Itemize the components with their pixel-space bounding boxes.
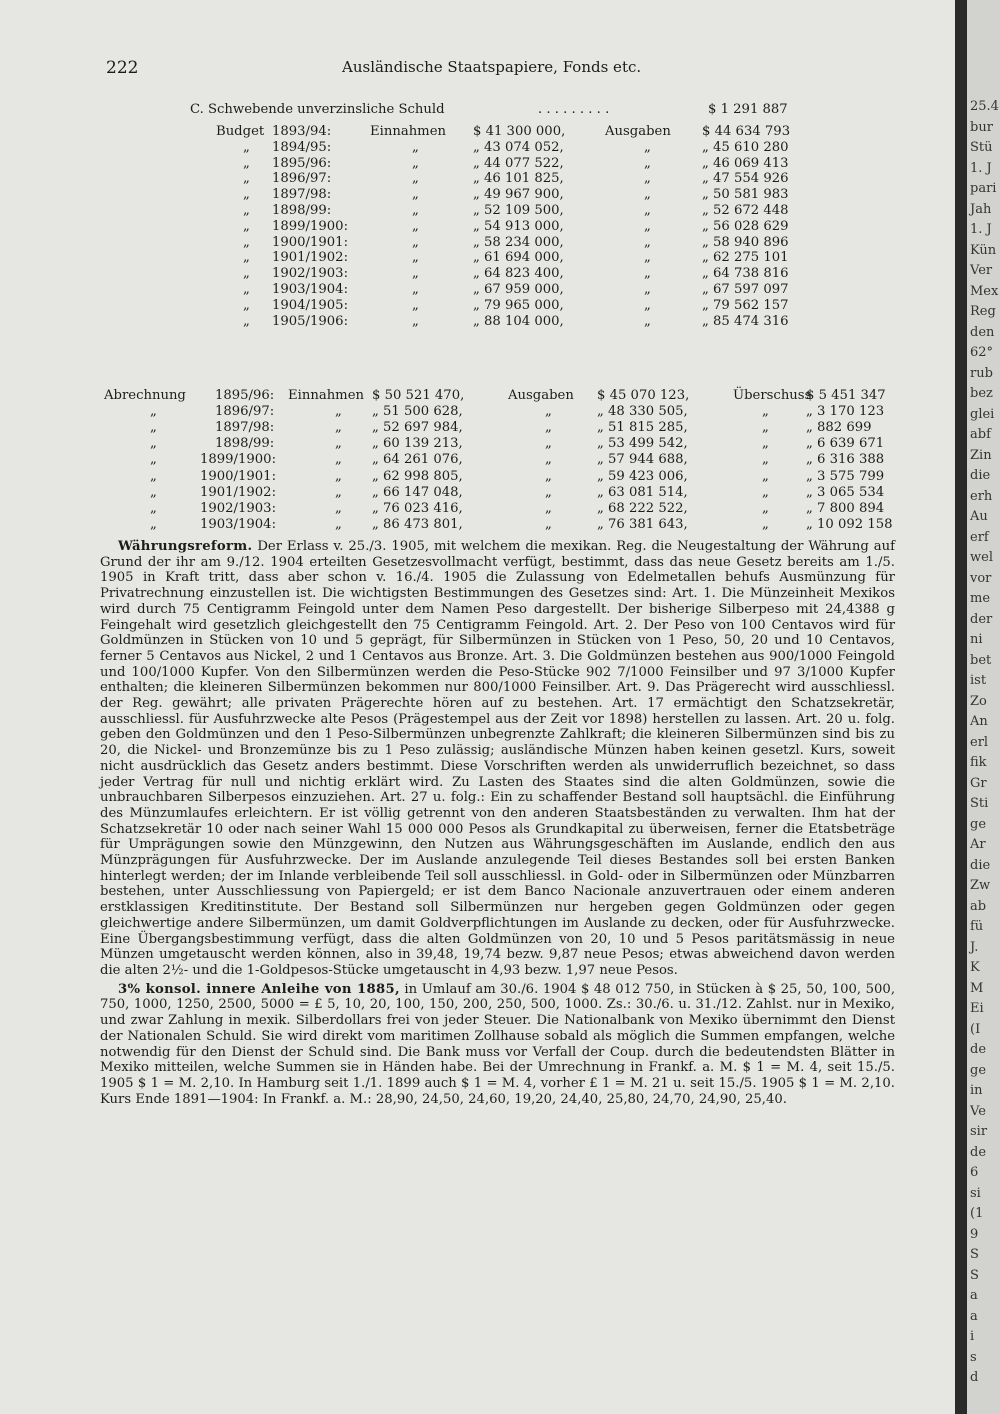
book-gutter <box>955 0 967 1414</box>
adjacent-page-fragment: i <box>970 1329 975 1344</box>
adjacent-page-fragment: 25.4 <box>970 99 999 114</box>
expense-label: Ausgaben <box>605 124 671 139</box>
floating-debt-amount: $ 1 291 887 <box>708 102 788 117</box>
adjacent-page-fragment: wel <box>970 550 993 565</box>
adjacent-page-fragment: ist <box>970 673 987 688</box>
ditto-mark: „ <box>762 452 769 468</box>
ditto-mark: „ <box>545 420 552 436</box>
adjacent-page-fragment: S <box>970 1247 979 1262</box>
adjacent-page-fragment: de <box>970 1144 987 1160</box>
adjacent-page-fragment: Reg <box>970 304 996 319</box>
settlement-row <box>0 470 955 486</box>
settlement-year: 1902/1903: <box>200 500 277 516</box>
ditto-mark: „ <box>545 484 552 500</box>
adjacent-page-fragment: der <box>970 611 993 627</box>
ditto-mark: „ <box>762 404 769 420</box>
loan-1885-text: in Umlauf am 30./6. 1904 $ 48 012 750, in Stücken à $ 25, 50, 100, 500, 750, 1000, 1250, 2500, 5000 = £ 5, 10, 20, 100, 150, 200, 250, 500, 1000. Zs.: 30./6. u. 31./12. Zahlst. nur in Mexiko, und zwar Zahlung in mexik. Silberdollars frei von jeder Steuer. Die Nationalbank von Mexiko übernimmt den Dienst der Nationalen Schuld. Sie wird direkt vom maritimen Zollhause sobald als möglich die Summen empfangen, welche notwendig für den Dienst der Schuld sind. Die Bank muss vor Verfall der Coup. durch die bedeutendsten Blätter in Mexiko mitteilen, welche Summen sie in Händen habe. Bei der Umrechnung in Frankf. a. M. $ 1 = M. 4, seit 15./5. 1905 $ 1 = M. 2,10. In Hamburg seit 1./1. 1899 auch $ 1 = M. 4, vorher £ 1 = M. 21 u. seit 15./5. 1905 $ 1 = M. 2,10. Kurs Ende 1891—1904: In Frankf. a. M.: 28,90, 24,50, 24,60, 19,20, 24,40, 25,80, 24,70, 24,90, 25,40. <box>100 981 896 1107</box>
ditto-mark: „ <box>545 452 552 468</box>
adjacent-page-fragment: a <box>970 1308 978 1324</box>
adjacent-page-fragment: Mex <box>970 283 999 299</box>
adjacent-page-fragment: Kün <box>970 242 997 258</box>
adjacent-page-edge <box>967 0 1000 1414</box>
ditto-mark: „ <box>412 203 419 218</box>
ditto-mark: „ <box>243 218 250 234</box>
ditto-mark: „ <box>412 297 419 313</box>
settlement-surplus: „ 10 092 158 <box>806 516 893 532</box>
budget-income: „ 79 965 000, <box>473 297 564 313</box>
floating-debt-line <box>0 103 955 119</box>
currency-reform-text: Der Erlass v. 25./3. 1905, mit welchem die mexikan. Reg. die Neugestaltung der Währung auf Grund der ihr am 9./12. 1904 erteilten Gesetzesvollmacht verfügt, bestimmt, dass das neue Gesetz bereits am 1./5. 1905 in Kraft tritt, dass aber schon v. 16./4. 1905 die Zulassung von Edelmetallen behufs Ausmünzung für Privatrechnung einzustellen ist. Die wichtigsten Bestimmungen des Gesetzes sind: Art. 1. Die Münzeinheit Mexikos wird durch 75 Centigramm Feingold unter dem Namen Peso dargestellt. Der bisherige Silberpeso mit 24,4388 g Feingehalt wird gesetzlich gleichgestellt den 75 Centigramm Feingold. Art. 2. Der Peso von 100 Centavos wird für Goldmünzen in Stücken von 10 und 5 geprägt, für Silbermünzen in Stücken von 1 Peso, 50, 20 und 10 Centavos, ferner 5 Centavos aus Nickel, 2 und 1 Centavos aus Bronze. Art. 3. Die Goldmünzen bestehen aus 900/1000 Feingold und 100/1000 Kupfer. Von den Silbermünzen werden die Peso-Stücke 902 7/1000 Feinsilber und 97 3/1000 Kupfer enthalten; die kleineren Silbermünzen bekommen nur 800/1000 Feinsilber. Art. 9. Das Prägerecht wird ausschliessl. der Reg. gewährt; alle privaten Prägerechte hören auf zu bestehen. Art. 17 ermächtigt den Schatzsekretär, ausschliessl. für Ausfuhrzwecke alte Pesos (Prägestempel aus der Zeit vor 1898) herstellen zu lassen. Art. 20 u. folg. geben den Goldmünzen und den 1 Peso-Silbermünzen unbegrenzte Zahlkraft; die kleineren Silbermünzen sind bis zu 20, die Nickel- und Bronzemünze bis zu 1 Peso zulässig; ausländische Münzen haben keinen gesetzl. Kurs, soweit nicht ausdrücklich das Gesetz anders bestimmt. Diese Vorschriften werden als unwiderruflich bezeichnet, so dass jeder Vertrag für null und nichtig erklärt wird. Zu Lasten des Staates sind die alten Goldmünzen, sowie die unbrauchbaren Silberpesos einzuziehen. Art. 27 u. folg.: Ein zu schaffender Bestand soll hauptsächl. die Einführung des Münzumlaufes erleichtern. Er ist völlig getrennt von den anderen Staatsbeständen zu verwalten. Ihm hat der Schatzsekretär 10 oder nach seiner Wahl 15 000 000 Pesos als Grundkapital zu überweisen, ferner die Etatsbeträge für Umprägungen sowie den Münzgewinn, den Nutzen aus Währungsgeschäften im Auslande, endlich den aus Münzprägungen für Ausfuhrzwecke. Der im Auslande anzulegende Teil dieses Bestandes soll bei ersten Banken hinterlegt werden; der im Inlande verbleibende Teil soll ausschliessl. in Gold- oder in Silbermünzen oder Münzbarren bestehen, unter Ausschliessung von Papiergeld; er ist dem Banco Nacionale anzuvertrauen oder einem anderen erstklassigen Kreditinstitute. Der Bestand soll Silbermünzen nur hergeben gegen Goldmünzen oder gegen gleichwertige andere Silbermünzen, um damit Goldverpflichtungen im Auslande zu decken, oder für Ausfuhrzwecke. Eine Übergangsbestimmung verfügt, dass die alten Goldmünzen von 20, 10 und 5 Pesos paritätsmässig in neue Münzen umgetauscht werden können, also in 39,48, 19,74 bezw. 9,87 neue Pesos; etwas abweichend davon werden die alten 2½- und die 1-Goldpesos-Stücke umgetauscht in 4,93 bezw. 1,97 neue Pesos. <box>100 539 895 978</box>
settlement-expense: „ 48 330 505, <box>597 404 688 420</box>
adjacent-page-fragment: 6 <box>970 1165 979 1180</box>
adjacent-page-fragment: den <box>970 324 995 340</box>
currency-reform-paragraph <box>100 539 895 979</box>
adjacent-page-fragment: S <box>970 1267 979 1283</box>
budget-expense: „ 79 562 157 <box>702 297 789 313</box>
adjacent-page-fragment: erf <box>970 529 989 545</box>
ditto-mark: „ <box>412 171 419 187</box>
ditto-mark: „ <box>412 187 419 203</box>
settlement-prefix: Abrechnung <box>104 388 186 403</box>
ditto-mark: „ <box>412 250 419 266</box>
ditto-mark: „ <box>335 484 342 500</box>
settlement-year: 1900/1901: <box>200 468 277 484</box>
budget-income: „ 64 823 400, <box>473 266 564 282</box>
ditto-mark: „ <box>545 500 552 516</box>
budget-year: 1899/1900: <box>272 218 349 234</box>
ditto-mark: „ <box>762 516 769 532</box>
adjacent-page-fragment: fik <box>970 755 987 770</box>
adjacent-page-fragment: Sti <box>970 796 989 811</box>
floating-debt-leader: . . . . . . . . . <box>538 102 610 117</box>
budget-expense: „ 85 474 316 <box>702 313 789 329</box>
budget-income: „ 43 074 052, <box>473 139 564 155</box>
page-number: 222 <box>106 58 139 78</box>
adjacent-page-fragment: ni <box>970 632 983 647</box>
budget-year: 1900/1901: <box>272 234 349 250</box>
budget-year: 1904/1905: <box>272 297 349 313</box>
ditto-mark: „ <box>412 234 419 250</box>
adjacent-page-fragment: 9 <box>970 1226 979 1242</box>
settlement-expense: $ 45 070 123, <box>597 388 690 403</box>
budget-row <box>0 141 955 157</box>
settlement-year: 1898/99: <box>215 436 275 452</box>
budget-row <box>0 251 955 267</box>
adjacent-page-fragment: de <box>970 1042 987 1057</box>
budget-expense: „ 58 940 896 <box>702 234 789 250</box>
budget-income: „ 88 104 000, <box>473 313 564 329</box>
ditto-mark: „ <box>243 187 250 203</box>
budget-expense: „ 56 028 629 <box>702 218 789 234</box>
budget-income: „ 61 694 000, <box>473 250 564 266</box>
settlement-income: „ 52 697 984, <box>372 420 463 436</box>
settlement-surplus: „ 882 699 <box>806 420 872 436</box>
adjacent-page-fragment: bet <box>970 652 992 668</box>
budget-row <box>0 236 955 252</box>
ditto-mark: „ <box>545 436 552 452</box>
budget-row <box>0 157 955 173</box>
adjacent-page-fragment: 1. J <box>970 222 992 237</box>
ditto-mark: „ <box>762 420 769 436</box>
adjacent-page-fragment: Zin <box>970 447 992 463</box>
settlement-income: „ 51 500 628, <box>372 404 463 420</box>
adjacent-page-fragment: Ve <box>970 1103 986 1119</box>
adjacent-page-fragment: ge <box>970 1062 987 1078</box>
settlement-row <box>0 486 955 502</box>
surplus-label: Überschuss <box>733 388 812 403</box>
budget-row <box>0 204 955 220</box>
ditto-mark: „ <box>335 436 342 452</box>
settlement-surplus: „ 6 639 671 <box>806 436 885 452</box>
ditto-mark: „ <box>150 468 157 484</box>
income-label: Einnahmen <box>370 124 446 139</box>
adjacent-page-fragment: Jah <box>970 201 992 217</box>
ditto-mark: „ <box>545 404 552 420</box>
ditto-mark: „ <box>150 516 157 532</box>
ditto-mark: „ <box>644 234 651 250</box>
adjacent-page-fragment: in <box>970 1083 983 1098</box>
budget-year: 1898/99: <box>272 203 332 218</box>
budget-row <box>0 299 955 315</box>
adjacent-page-fragment: erh <box>970 488 993 504</box>
settlement-income: „ 64 261 076, <box>372 452 463 468</box>
ditto-mark: „ <box>243 313 250 329</box>
income-label: Einnahmen <box>288 388 364 403</box>
budget-prefix: Budget <box>216 124 265 139</box>
adjacent-page-fragment: vor <box>970 570 992 586</box>
ditto-mark: „ <box>412 313 419 329</box>
settlement-surplus: „ 3 170 123 <box>806 404 885 420</box>
currency-reform-heading: Währungsreform. <box>118 539 253 554</box>
ditto-mark: „ <box>412 139 419 155</box>
ditto-mark: „ <box>644 171 651 187</box>
budget-income: „ 52 109 500, <box>473 203 564 218</box>
adjacent-page-fragment: a <box>970 1288 978 1303</box>
adjacent-page-fragment: (I <box>970 1021 981 1037</box>
ditto-mark: „ <box>335 420 342 436</box>
settlement-expense: „ 57 944 688, <box>597 452 688 468</box>
settlement-year: 1903/1904: <box>200 516 277 532</box>
loan-1885-paragraph <box>100 982 895 1108</box>
settlement-row <box>0 389 955 405</box>
budget-income: „ 54 913 000, <box>473 218 564 234</box>
adjacent-page-fragment: Zw <box>970 878 991 893</box>
adjacent-page-fragment: Ei <box>970 1001 984 1016</box>
ditto-mark: „ <box>150 452 157 468</box>
settlement-income: „ 76 023 416, <box>372 500 463 516</box>
ditto-mark: „ <box>243 234 250 250</box>
settlement-year: 1895/96: <box>215 388 275 403</box>
ditto-mark: „ <box>335 452 342 468</box>
budget-year: 1903/1904: <box>272 282 349 297</box>
ditto-mark: „ <box>150 500 157 516</box>
ditto-mark: „ <box>335 516 342 532</box>
adjacent-page-fragment: Au <box>970 509 988 524</box>
ditto-mark: „ <box>644 203 651 218</box>
adjacent-page-fragment: glei <box>970 406 995 422</box>
ditto-mark: „ <box>150 404 157 420</box>
budget-year: 1905/1906: <box>272 313 349 329</box>
ditto-mark: „ <box>335 468 342 484</box>
adjacent-page-fragment: Ar <box>970 837 986 852</box>
settlement-surplus: „ 6 316 388 <box>806 452 885 468</box>
adjacent-page-fragment: bez <box>970 386 993 401</box>
budget-income: „ 67 959 000, <box>473 282 564 297</box>
settlement-year: 1899/1900: <box>200 452 277 468</box>
budget-income: „ 44 077 522, <box>473 155 564 171</box>
budget-year: 1896/97: <box>272 171 332 187</box>
ditto-mark: „ <box>762 436 769 452</box>
settlement-expense: „ 51 815 285, <box>597 420 688 436</box>
budget-row <box>0 188 955 204</box>
budget-income: „ 49 967 900, <box>473 187 564 203</box>
ditto-mark: „ <box>762 484 769 500</box>
adjacent-page-fragment: si <box>970 1185 981 1201</box>
expense-label: Ausgaben <box>508 388 574 403</box>
ditto-mark: „ <box>243 266 250 282</box>
settlement-expense: „ 53 499 542, <box>597 436 688 452</box>
budget-row <box>0 125 955 141</box>
budget-expense: „ 62 275 101 <box>702 250 789 266</box>
settlement-income: $ 50 521 470, <box>372 388 465 403</box>
adjacent-page-fragment: pari <box>970 181 997 196</box>
adjacent-page-fragment: ge <box>970 816 987 832</box>
ditto-mark: „ <box>644 313 651 329</box>
budget-year: 1894/95: <box>272 139 332 155</box>
settlement-surplus: „ 3 065 534 <box>806 484 885 500</box>
adjacent-page-fragment: s <box>970 1349 977 1365</box>
ditto-mark: „ <box>644 266 651 282</box>
adjacent-page-fragment: Ver <box>970 263 993 278</box>
ditto-mark: „ <box>644 187 651 203</box>
budget-expense: „ 67 597 097 <box>702 282 789 297</box>
settlement-surplus: $ 5 451 347 <box>806 388 886 403</box>
ditto-mark: „ <box>150 420 157 436</box>
settlement-year: 1897/98: <box>215 420 275 436</box>
adjacent-page-fragment: K <box>970 960 980 975</box>
settlement-row <box>0 437 955 453</box>
ditto-mark: „ <box>243 171 250 187</box>
adjacent-page-fragment: J. <box>970 939 979 955</box>
budget-year: 1895/96: <box>272 155 332 171</box>
settlement-row <box>0 518 955 534</box>
ditto-mark: „ <box>243 155 250 171</box>
settlement-surplus: „ 7 800 894 <box>806 500 885 516</box>
adjacent-page-fragment: Gr <box>970 775 987 791</box>
adjacent-page-fragment: 1. J <box>970 160 992 176</box>
settlement-row <box>0 502 955 518</box>
adjacent-page-fragment: ab <box>970 898 987 914</box>
ditto-mark: „ <box>545 468 552 484</box>
ditto-mark: „ <box>644 297 651 313</box>
ditto-mark: „ <box>644 139 651 155</box>
ditto-mark: „ <box>762 500 769 516</box>
ditto-mark: „ <box>243 203 250 218</box>
budget-row <box>0 220 955 236</box>
ditto-mark: „ <box>412 218 419 234</box>
ditto-mark: „ <box>644 282 651 297</box>
ditto-mark: „ <box>243 282 250 297</box>
adjacent-page-fragment: Zo <box>970 693 987 709</box>
floating-debt-label: C. Schwebende unverzinsliche Schuld <box>190 102 445 117</box>
settlement-row <box>0 421 955 437</box>
budget-expense: „ 47 554 926 <box>702 171 789 187</box>
budget-row <box>0 283 955 299</box>
ditto-mark: „ <box>335 500 342 516</box>
settlement-income: „ 60 139 213, <box>372 436 463 452</box>
adjacent-page-fragment: bur <box>970 119 993 135</box>
budget-year: 1897/98: <box>272 187 332 203</box>
running-title: Ausländische Staatspapiere, Fonds etc. <box>342 58 642 76</box>
budget-expense: „ 64 738 816 <box>702 266 789 282</box>
adjacent-page-fragment: rub <box>970 365 993 381</box>
settlement-surplus: „ 3 575 799 <box>806 468 885 484</box>
settlement-income: „ 66 147 048, <box>372 484 463 500</box>
settlement-row <box>0 453 955 469</box>
settlement-expense: „ 59 423 006, <box>597 468 688 484</box>
ditto-mark: „ <box>243 297 250 313</box>
settlement-income: „ 86 473 801, <box>372 516 463 532</box>
settlement-row <box>0 405 955 421</box>
budget-expense: „ 50 581 983 <box>702 187 789 203</box>
adjacent-page-fragment: me <box>970 591 991 606</box>
ditto-mark: „ <box>412 155 419 171</box>
adjacent-page-fragment: 62° <box>970 345 994 360</box>
loan-1885-heading: 3% konsol. innere Anleihe von 1885, <box>118 981 400 997</box>
budget-row <box>0 172 955 188</box>
budget-row <box>0 267 955 283</box>
budget-income: „ 46 101 825, <box>473 171 564 187</box>
settlement-expense: „ 68 222 522, <box>597 500 688 516</box>
ditto-mark: „ <box>335 404 342 420</box>
budget-year: 1901/1902: <box>272 250 349 266</box>
adjacent-page-fragment: die <box>970 857 991 873</box>
adjacent-page-fragment: (1 <box>970 1206 984 1221</box>
ditto-mark: „ <box>243 139 250 155</box>
budget-expense: $ 44 634 793 <box>702 124 791 139</box>
adjacent-page-fragment: erl <box>970 734 989 750</box>
budget-income: „ 58 234 000, <box>473 234 564 250</box>
adjacent-page-fragment: abf <box>970 427 991 442</box>
adjacent-page-fragment: Stü <box>970 140 993 155</box>
budget-income: $ 41 300 000, <box>473 124 566 139</box>
settlement-expense: „ 63 081 514, <box>597 484 688 500</box>
body-text <box>100 539 895 1107</box>
ditto-mark: „ <box>644 218 651 234</box>
ditto-mark: „ <box>412 266 419 282</box>
budget-row <box>0 315 955 331</box>
budget-expense: „ 52 672 448 <box>702 203 789 218</box>
adjacent-page-fragment: d <box>970 1370 979 1385</box>
budget-expense: „ 45 610 280 <box>702 139 789 155</box>
budget-year: 1902/1903: <box>272 266 349 282</box>
ditto-mark: „ <box>644 155 651 171</box>
settlement-income: „ 62 998 805, <box>372 468 463 484</box>
budget-expense: „ 46 069 413 <box>702 155 789 171</box>
ditto-mark: „ <box>412 282 419 297</box>
ditto-mark: „ <box>762 468 769 484</box>
ditto-mark: „ <box>150 436 157 452</box>
ditto-mark: „ <box>150 484 157 500</box>
adjacent-page-fragment: An <box>970 714 988 729</box>
ditto-mark: „ <box>243 250 250 266</box>
ditto-mark: „ <box>545 516 552 532</box>
adjacent-page-fragment: fü <box>970 919 984 934</box>
settlement-year: 1901/1902: <box>200 484 277 500</box>
settlement-expense: „ 76 381 643, <box>597 516 688 532</box>
adjacent-page-fragment: M <box>970 980 984 996</box>
settlement-year: 1896/97: <box>215 404 275 420</box>
adjacent-page-fragment: die <box>970 468 991 483</box>
adjacent-page-fragment: sir <box>970 1124 988 1139</box>
ditto-mark: „ <box>644 250 651 266</box>
budget-year: 1893/94: <box>272 124 332 139</box>
